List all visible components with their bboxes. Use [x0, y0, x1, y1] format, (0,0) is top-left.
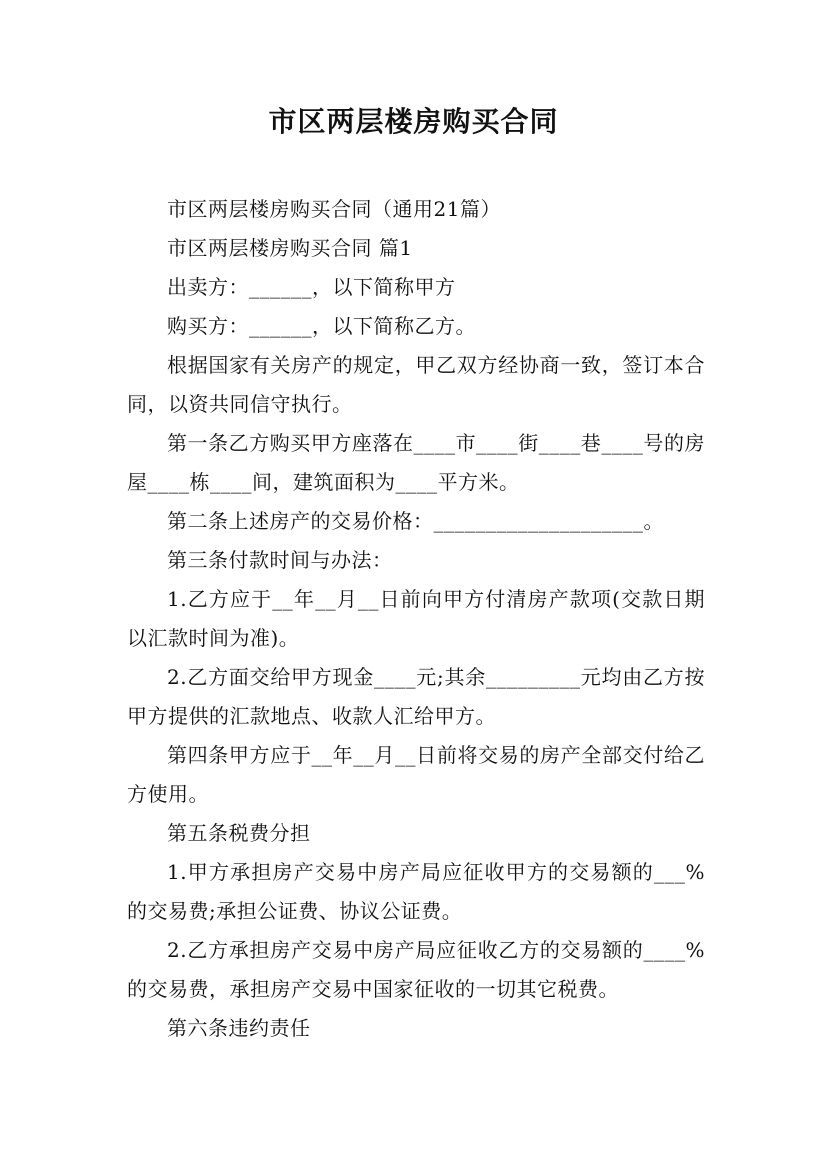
document-body: [127, 190, 705, 1048]
paragraph-article-3: 第三条付款时间与办法：: [167, 548, 393, 572]
paragraph-preamble: 根据国家有关房产的规定，甲乙双方经协商一致，签订本合同，以资共同信守执行。: [127, 353, 705, 416]
document-title: 市区两层楼房购买合同: [268, 105, 559, 138]
paragraph-article-5-item-1: 1.甲方承担房产交易中房产局应征收甲方的交易额的___%的交易费;承担公证费、协议公证费。: [127, 860, 705, 923]
paragraph-article-1: 第一条乙方购买甲方座落在____市____街____巷____号的房屋____栋____间，建筑面积为____平方米。: [127, 431, 705, 494]
paragraph-section-heading: 市区两层楼房购买合同 篇1: [167, 236, 413, 260]
paragraph-article-3-item-2: 2.乙方面交给甲方现金____元;其余_________元均由乙方按甲方提供的汇款地点、收款人汇给甲方。: [127, 665, 705, 728]
paragraph-article-3-item-1: 1.乙方应于__年__月__日前向甲方付清房产款项(交款日期以汇款时间为准)。: [127, 587, 705, 650]
paragraph-article-5: 第五条税费分担: [167, 821, 311, 845]
paragraph-subtitle: 市区两层楼房购买合同（通用21篇）: [167, 197, 501, 221]
paragraph-article-5-item-2: 2.乙方承担房产交易中房产局应征收乙方的交易额的____%的交易费，承担房产交易中国家征收的一切其它税费。: [127, 938, 705, 1001]
paragraph-buyer: 购买方：______，以下简称乙方。: [167, 314, 476, 338]
paragraph-article-6: 第六条违约责任: [167, 1016, 311, 1040]
paragraph-article-4: 第四条甲方应于__年__月__日前将交易的房产全部交付给乙方使用。: [127, 743, 705, 806]
paragraph-article-2: 第二条上述房产的交易价格：____________________。: [167, 509, 664, 533]
paragraph-seller: 出卖方：______，以下简称甲方: [167, 275, 456, 299]
